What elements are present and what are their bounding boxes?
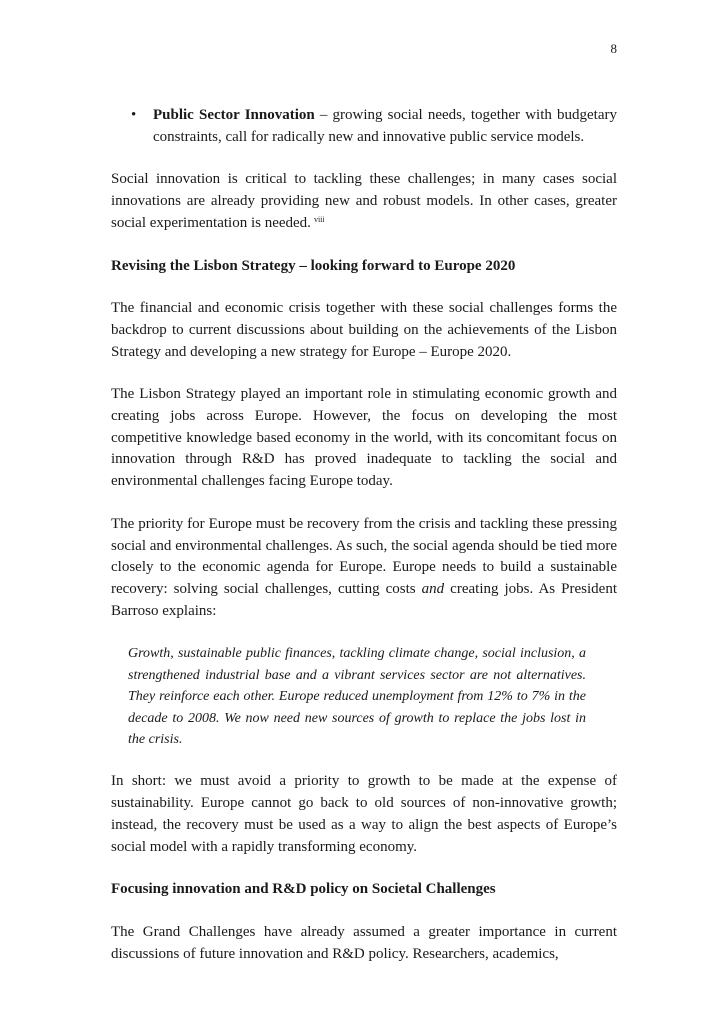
section-heading-societal-challenges: Focusing innovation and R&D policy on Societal Challenges: [111, 881, 496, 898]
bullet-text: – growing social needs, together with budgetary constraints, call for radically new and innovative public service models.: [153, 107, 617, 145]
paragraph-text: creating jobs. As President Barroso explains:: [111, 580, 617, 619]
body-text: [111, 105, 617, 986]
paragraph-lisbon-strategy: The Lisbon Strategy played an important role in stimulating economic growth and creating jobs across Europe. However, the focus on developing the most competitive knowledge based economy in the world, with its concomitant focus on innovation through R&D has proved inadequate to tackling the social and environmental challenges facing Europe today.: [111, 386, 617, 490]
bullet-marker: •: [131, 107, 137, 123]
paragraph-priority: [111, 514, 617, 623]
paragraph-social-innovation: [111, 169, 617, 234]
paragraph-in-short: In short: we must avoid a priority to growth to be made at the expense of sustainability. Europe cannot go back to old sources of non-innovative growth; instead, the recovery must be used as a way to align the best aspects of Europe’s social model with a rapidly transforming economy.: [111, 773, 617, 855]
section-heading-lisbon: Revising the Lisbon Strategy – looking forward to Europe 2020: [111, 257, 516, 274]
footnote-marker: viii: [313, 214, 325, 224]
paragraph-text: Social innovation is critical to tackling these challenges; in many cases social innovations are already providing new and robust models. In other cases, greater social experimentation is needed.: [111, 171, 617, 231]
bullet-item: [131, 105, 617, 148]
paragraph-grand-challenges: The Grand Challenges have already assumed a greater importance in current discussions of future innovation and R&D policy. Researchers, academics,: [111, 923, 617, 962]
barroso-quote: Growth, sustainable public finances, tackling climate change, social inclusion, a strengthened industrial base and a vibrant services sector are not alternatives. They reinforce each other. Europe reduced unemployment from 12% to 7% in the decade to 2008. We now need new sources of growth to replace the jobs lost in the crisis.: [128, 646, 586, 747]
paragraph-text: The priority for Europe must be recovery from the crisis and tackling these pressing social and environmental challenges. As such, the social agenda should be tied more closely to the economic agenda for Europe. Europe needs to build a sustainable recovery: solving social challenges, cutting costs: [111, 515, 617, 597]
emphasis-text: and: [421, 580, 445, 597]
paragraph-crisis: The financial and economic crisis together with these social challenges forms the backdrop to current discussions about building on the achievements of the Lisbon Strategy and developing a new strategy for Europe – Europe 2020.: [111, 300, 617, 360]
bullet-title: Public Sector Innovation: [153, 107, 315, 123]
page-number: 8: [610, 41, 617, 56]
